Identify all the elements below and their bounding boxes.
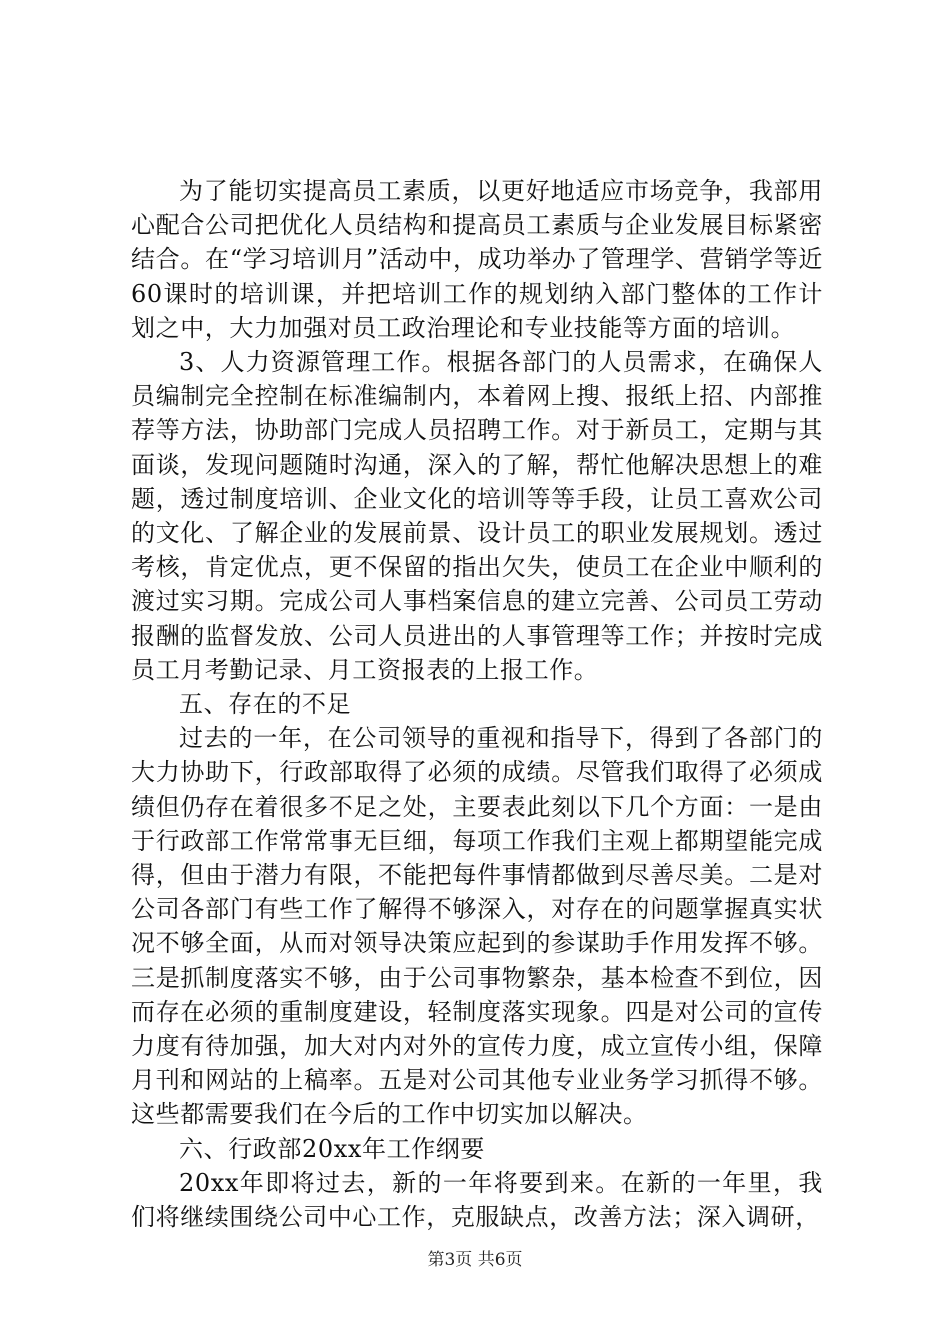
section-heading-work-plan: 六、行政部20xx年工作纲要: [179, 1134, 486, 1163]
paragraph-work-plan: 20xx年即将过去，新的一年将要到来。在新的一年里，我们将继续围绕公司中心工作，克服缺点，改善方法；深入调研，: [131, 1168, 823, 1232]
paragraph-training: 为了能切实提高员工素质，以更好地适应市场竞争，我部用心配合公司把优化人员结构和提高员工素质与企业发展目标紧密结合。在“学习培训月”活动中，成功举办了管理学、营销学等近60课时的培训课，并把培训工作的规划纳入部门整体的工作计划之中，大力加强对员工政治理论和专业技能等方面的培训。: [131, 177, 823, 342]
body-text: [131, 174, 823, 1234]
paragraph-hr-management: 3、人力资源管理工作。根据各部门的人员需求，在确保人员编制完全控制在标准编制内，本着网上搜、报纸上招、内部推荐等方法，协助部门完成人员招聘工作。对于新员工，定期与其面谈，发现问题随时沟通，深入的了解，帮忙他解决思想上的难题，透过制度培训、企业文化的培训等等手段，让员工喜欢公司的文化、了解企业的发展前景、设计员工的职业发展规划。透过考核，肯定优点，更不保留的指出欠失，使员工在企业中顺利的渡过实习期。完成公司人事档案信息的建立完善、公司员工劳动报酬的监督发放、公司人员进出的人事管理等工作；并按时完成员工月考勤记录、月工资报表的上报工作。: [131, 348, 823, 684]
paragraph-shortcomings: 过去的一年，在公司领导的重视和指导下，得到了各部门的大力协助下，行政部取得了必须的成绩。尽管我们取得了必须成绩但仍存在着很多不足之处，主要表此刻以下几个方面：一是由于行政部工作常常事无巨细，每项工作我们主观上都期望能完成得，但由于潜力有限，不能把每件事情都做到尽善尽美。二是对公司各部门有些工作了解得不够深入，对存在的问题掌握真实状况不够全面，从而对领导决策应起到的参谋助手作用发挥不够。三是抓制度落实不够，由于公司事物繁杂，基本检查不到位，因而存在必须的重制度建设，轻制度落实现象。四是对公司的宣传力度有待加强，加大对内对外的宣传力度，成立宣传小组，保障月刊和网站的上稿率。五是对公司其他专业业务学习抓得不够。这些都需要我们在今后的工作中切实加以解决。: [131, 724, 823, 1129]
page-number-footer: 第3页 共6页: [427, 1250, 523, 1270]
section-heading-shortcomings: 五、存在的不足: [179, 690, 352, 719]
